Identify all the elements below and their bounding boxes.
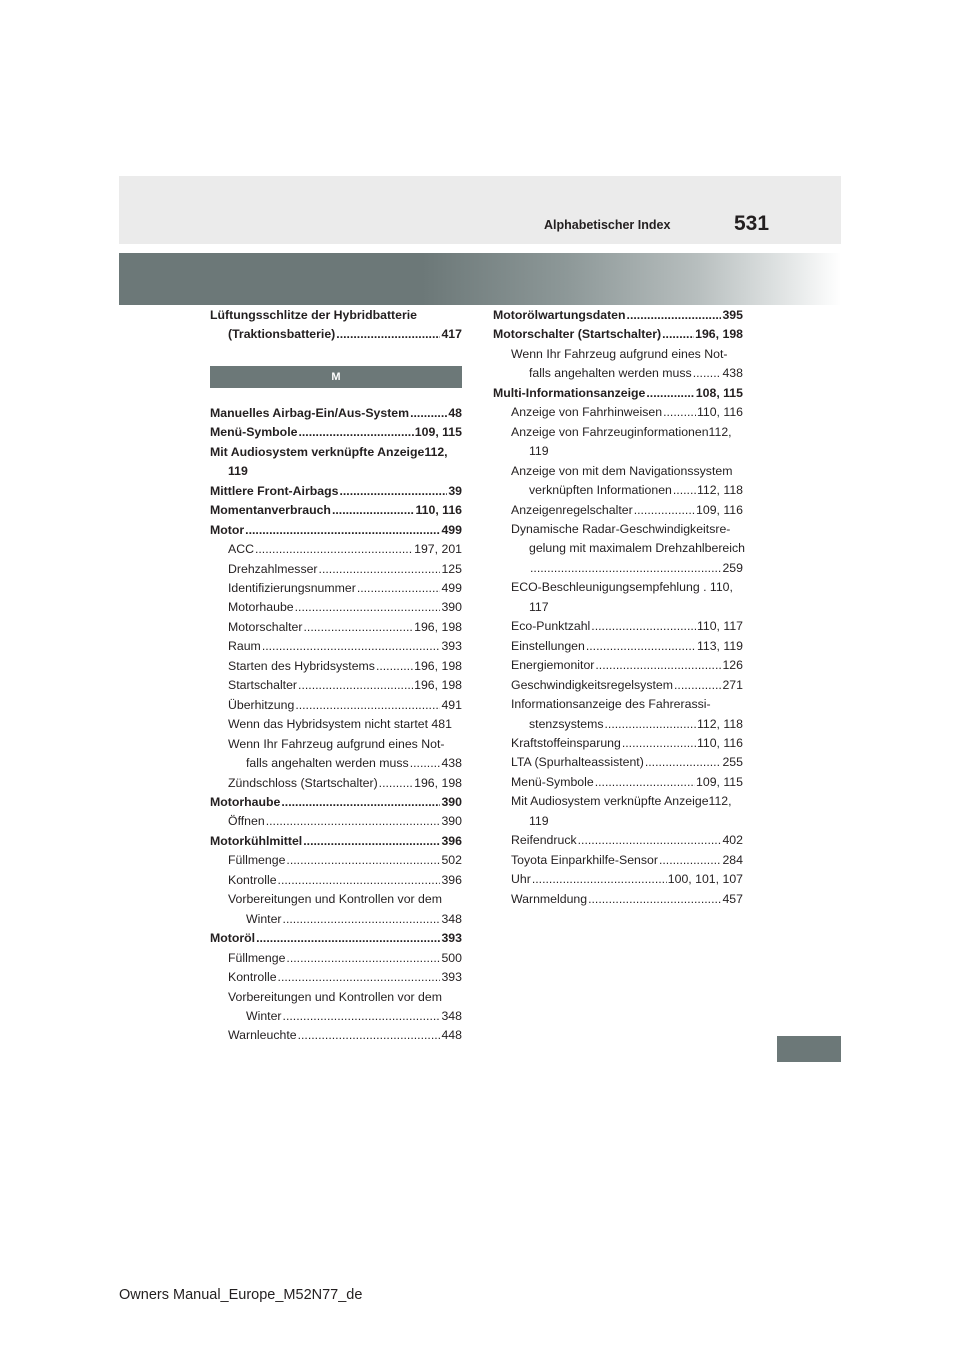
index-subentry: Motorhaube ..... 390	[210, 598, 462, 617]
page-ref: 417	[441, 327, 462, 342]
header-band	[119, 176, 841, 244]
index-subentry-page: 119	[529, 813, 549, 828]
index-subentry: Anzeigenregelschalter ..... 109, 116	[493, 501, 743, 520]
index-subentry: Warnleuchte ..... 448	[210, 1026, 462, 1045]
index-entry: Motor ..... 499	[210, 521, 462, 540]
index-entry: Motorhaube ..... 390	[210, 793, 462, 812]
index-subentry: Dynamische Radar-Geschwindigkeitsre-	[511, 521, 731, 536]
index-subentry: Toyota Einparkhilfe-Sensor ..... 284	[493, 851, 743, 870]
index-subentry: Mit Audiosystem verknüpfte Anzeige112,	[511, 794, 732, 809]
index-subentry: Reifendruck ..... 402	[493, 831, 743, 850]
index-subentry: Einstellungen ..... 113, 119	[493, 637, 743, 656]
page-ref: 39	[448, 483, 462, 498]
index-subentry-page: 117	[529, 599, 549, 614]
index-entry: Mittlere Front-Airbags ..... 39	[210, 482, 462, 501]
index-subentry: ACC ..... 197, 201	[210, 540, 462, 559]
index-subentry: Füllmenge ..... 502	[210, 851, 462, 870]
index-subentry: Warnmeldung ..... 457	[493, 890, 743, 909]
index-subentry: Vorbereitungen und Kontrollen vor dem	[228, 989, 442, 1004]
index-subentry: Kontrolle ..... 393	[210, 968, 462, 987]
index-subentry: Geschwindigkeitsregelsystem ..... 271	[493, 676, 743, 695]
page-ref: 48	[448, 405, 462, 420]
index-entry: Motorkühlmittel ..... 396	[210, 832, 462, 851]
index-subentry: Raum ..... 393	[210, 637, 462, 656]
index-subentry: Kraftstoffeinsparung ..... 110, 116	[493, 734, 743, 753]
index-entry: Manuelles Airbag-Ein/Aus-System ..... 48	[210, 404, 462, 423]
index-entry: Motorschalter (Startschalter) ..... 196, 198	[493, 325, 743, 344]
index-subentry-page: 119	[529, 444, 549, 459]
page-ref: 499	[441, 522, 462, 537]
index-entry-label: Lüftungsschlitze der Hybridbatterie	[210, 308, 418, 322]
index-subentry: Informationsanzeige des Fahrerassi-	[511, 697, 711, 712]
index-subentry: Drehzahlmesser ..... 125	[210, 560, 462, 579]
index-subentry: Öffnen ..... 390	[210, 812, 462, 831]
index-subentry: Menü-Symbole ..... 109, 115	[493, 773, 743, 792]
index-subentry: Wenn das Hybridsystem nicht startet 481	[228, 717, 452, 732]
index-subentry: Identifizierungsnummer ..... 499	[210, 579, 462, 598]
index-subentry: Vorbereitungen und Kontrollen vor dem	[228, 892, 442, 907]
index-column-left	[210, 306, 462, 1046]
index-subentry: Anzeige von Fahrzeuginformationen112,	[511, 424, 732, 439]
index-subentry: Anzeige von Fahrhinweisen ..... 110, 116	[493, 403, 743, 422]
index-subentry: Startschalter ..... 196, 198	[210, 676, 462, 695]
index-subentry: verknüpften Informationen ..... 112, 118	[493, 481, 743, 500]
chapter-gradient-bar	[119, 253, 841, 305]
index-subentry: Kontrolle ..... 396	[210, 871, 462, 890]
index-subentry: Energiemonitor ..... 126	[493, 656, 743, 675]
index-subentry: Wenn Ihr Fahrzeug aufgrund eines Not-	[228, 736, 445, 751]
index-entry: Multi-Informationsanzeige ..... 108, 115	[493, 384, 743, 403]
index-subentry: Zündschloss (Startschalter) ..... 196, 198	[210, 774, 462, 793]
page-number: 531	[734, 212, 770, 235]
page-ref: 109, 115	[414, 425, 462, 440]
index-subentry: falls angehalten werden muss ..... 438	[493, 364, 743, 383]
index-entry: Momentanverbrauch ..... 110, 116	[210, 501, 462, 520]
index-subentry: stenzsystems ..... 112, 118	[493, 715, 743, 734]
index-subentry: Wenn Ihr Fahrzeug aufgrund eines Not-	[511, 346, 728, 361]
index-subentry: Überhitzung ..... 491	[210, 696, 462, 715]
chapter-tab-marker	[777, 1036, 841, 1062]
index-entry: Motoröl ..... 393	[210, 929, 462, 948]
index-column-right	[493, 306, 743, 909]
index-subentry: gelung mit maximalem Drehzahlbereich	[529, 541, 745, 556]
section-letter-m: M	[210, 366, 462, 388]
section-title: Alphabetischer Index	[544, 218, 671, 232]
index-subentry: ..... 259	[493, 559, 743, 578]
page-ref: 110, 116	[415, 503, 462, 518]
index-entry: Menü-Symbole ..... 109, 115	[210, 423, 462, 442]
index-subentry: falls angehalten werden muss ..... 438	[210, 754, 462, 773]
index-subentry: Motorschalter ..... 196, 198	[210, 618, 462, 637]
index-entry-page: 119	[228, 464, 248, 479]
index-subentry: Starten des Hybridsystems ..... 196, 198	[210, 657, 462, 676]
footer-text: Owners Manual_Europe_M52N77_de	[119, 1287, 363, 1303]
index-entry: (Traktionsbatterie) ..... 417	[210, 325, 462, 344]
index-subentry: Winter ..... 348	[210, 910, 462, 929]
index-subentry: Füllmenge ..... 500	[210, 949, 462, 968]
index-subentry: Eco-Punktzahl ..... 110, 117	[493, 617, 743, 636]
index-subentry: LTA (Spurhalteassistent) ..... 255	[493, 753, 743, 772]
index-subentry: Winter ..... 348	[210, 1007, 462, 1026]
index-entry: Motorölwartungsdaten ..... 395	[493, 306, 743, 325]
index-subentry: Uhr ..... 100, 101, 107	[493, 870, 743, 889]
index-subentry: ECO-Beschleunigungsempfehlung . 110,	[511, 580, 733, 595]
index-entry: Mit Audiosystem verknüpfte Anzeige112,	[210, 444, 448, 459]
index-subentry: Anzeige von mit dem Navigationssystem	[511, 463, 733, 478]
